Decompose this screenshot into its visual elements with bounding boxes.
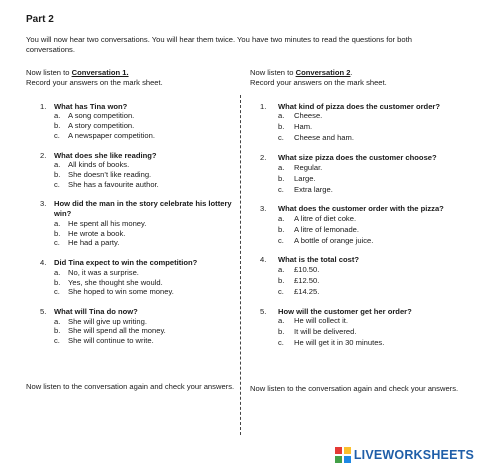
option-letter: c. (278, 184, 284, 194)
option-text: She has a favourite author. (68, 179, 159, 189)
option-text: He will collect it. (294, 316, 349, 326)
option-letter: c. (54, 179, 60, 189)
option-text: A story competition. (68, 121, 135, 131)
answer-option[interactable] (54, 131, 236, 141)
question-text: What size pizza does the customer choose? (278, 152, 437, 162)
option-text: Large. (294, 173, 316, 183)
watermark-text: LIVEWORKSHEETS (353, 448, 474, 462)
answer-option[interactable] (278, 185, 465, 195)
question-text: How will the customer get her order? (278, 306, 412, 316)
answer-options (54, 111, 236, 140)
answer-option[interactable] (278, 338, 465, 348)
option-letter: a. (278, 316, 285, 326)
conversation-2-questions (250, 102, 465, 348)
question-4 (26, 258, 236, 297)
option-letter: b. (54, 326, 61, 336)
conversation-1-column (26, 68, 236, 392)
answer-option[interactable] (278, 276, 465, 286)
question-text: What is the total cost? (278, 255, 360, 265)
answer-option[interactable] (54, 317, 236, 327)
question-number: 4. (40, 258, 47, 268)
option-text: She hoped to win some money. (68, 287, 174, 297)
part-title: Part 2 (26, 14, 54, 25)
option-text: It will be delivered. (294, 327, 357, 337)
answer-options (278, 214, 465, 246)
conversation-2-column (250, 68, 465, 394)
option-text: Ham. (294, 122, 313, 132)
question-text: What has Tina won? (54, 101, 128, 111)
liveworksheets-watermark (335, 447, 474, 463)
option-text: Extra large. (294, 184, 333, 194)
answer-option[interactable] (54, 219, 236, 229)
answer-option[interactable] (278, 287, 465, 297)
answer-options (54, 219, 236, 248)
answer-option[interactable] (278, 265, 465, 275)
question-text: What will Tina do now? (54, 306, 138, 316)
option-letter: c. (278, 287, 284, 296)
option-text: A bottle of orange juice. (294, 235, 374, 245)
conversation-1-footer: Now listen to the conversation again and check your answers. (26, 381, 235, 391)
option-letter: b. (278, 122, 285, 132)
option-text: He had a party. (68, 238, 120, 248)
option-letter: c. (54, 238, 60, 248)
answer-options (278, 163, 465, 195)
option-text: Yes, she thought she would. (68, 277, 163, 287)
option-text: She will continue to write. (68, 336, 154, 346)
conversation-1-heading: Now listen to Conversation 1. Record your answers on the mark sheet. (26, 68, 163, 87)
question-number: 3. (260, 204, 267, 214)
option-letter: a. (278, 162, 285, 172)
question-number: 2. (40, 150, 47, 160)
answer-option[interactable] (54, 287, 236, 297)
option-letter: a. (278, 265, 285, 275)
answer-option[interactable] (54, 268, 236, 278)
option-letter: c. (278, 235, 284, 245)
answer-option[interactable] (278, 133, 465, 143)
question-1 (26, 102, 236, 141)
answer-options (54, 317, 236, 346)
answer-option[interactable] (54, 180, 236, 190)
question-1 (250, 102, 465, 143)
option-text: £12.50. (294, 276, 320, 286)
option-letter: a. (54, 316, 61, 326)
option-text: A litre of diet coke. (294, 213, 357, 223)
option-text: A newspaper competition. (68, 130, 155, 140)
liveworksheets-logo-icon (335, 447, 351, 463)
conversation-1-questions (26, 102, 236, 346)
option-text: Cheese and ham. (294, 133, 354, 143)
answer-option[interactable] (54, 336, 236, 346)
answer-option[interactable] (54, 121, 236, 131)
option-text: £14.25. (294, 287, 320, 296)
option-letter: a. (54, 160, 61, 170)
answer-option[interactable] (278, 122, 465, 132)
option-text: She doesn’t like reading. (68, 170, 152, 180)
answer-option[interactable] (278, 174, 465, 184)
question-number: 1. (260, 101, 267, 111)
question-number: 5. (40, 306, 47, 316)
option-text: He will get it in 30 minutes. (294, 338, 385, 348)
option-letter: b. (278, 276, 285, 286)
option-text: No, it was a surprise. (68, 267, 139, 277)
option-letter: b. (54, 170, 61, 180)
option-letter: c. (54, 130, 60, 140)
answer-option[interactable] (54, 170, 236, 180)
question-text: What does the customer order with the pizza? (278, 204, 444, 214)
question-4 (250, 255, 465, 296)
option-letter: a. (54, 111, 61, 121)
answer-option[interactable] (54, 326, 236, 336)
option-text: She will give up writing. (68, 316, 147, 326)
option-text: A song competition. (68, 111, 135, 121)
option-text: £10.50. (294, 265, 320, 275)
answer-option[interactable] (54, 278, 236, 288)
answer-options (54, 268, 236, 297)
option-letter: b. (54, 277, 61, 287)
question-2 (250, 153, 465, 194)
option-letter: c. (54, 336, 60, 346)
answer-options (278, 111, 465, 143)
question-5 (250, 307, 465, 348)
question-3 (26, 199, 236, 248)
option-letter: b. (278, 327, 285, 337)
answer-option[interactable] (54, 160, 236, 170)
conversation-1-link: Conversation 1. (71, 68, 129, 77)
question-3 (250, 204, 465, 245)
question-5 (26, 307, 236, 346)
option-letter: c. (54, 287, 60, 297)
question-number: 1. (40, 101, 47, 111)
option-letter: b. (278, 224, 285, 234)
answer-options (278, 265, 465, 297)
conversation-2-heading: Now listen to Conversation 2. Record your answers on the mark sheet. (250, 68, 387, 87)
question-2 (26, 151, 236, 190)
question-text: What kind of pizza does the customer order? (278, 101, 441, 111)
answer-option[interactable] (54, 229, 236, 239)
answer-option[interactable] (278, 236, 465, 246)
answer-option[interactable] (278, 225, 465, 235)
option-text: He wrote a book. (68, 228, 126, 238)
conversation-2-footer: Now listen to the conversation again and check your answers. (250, 383, 459, 393)
question-number: 3. (40, 199, 47, 209)
option-text: She will spend all the money. (68, 326, 166, 336)
answer-options (54, 160, 236, 189)
option-text: All kinds of books. (68, 160, 130, 170)
option-text: A litre of lemonade. (294, 224, 360, 234)
question-text: Did Tina expect to win the competition? (54, 258, 198, 268)
question-text: How did the man in the story celebrate his lottery win? (54, 199, 232, 219)
option-letter: b. (278, 173, 285, 183)
intro-text: You will now hear two conversations. You will hear them twice. You have two minutes to read the questions for both conversations. (26, 35, 412, 55)
question-number: 2. (260, 152, 267, 162)
column-divider (240, 95, 241, 435)
answer-option[interactable] (278, 327, 465, 337)
answer-option[interactable] (278, 111, 465, 121)
answer-option[interactable] (278, 316, 465, 326)
option-letter: a. (54, 218, 61, 228)
option-letter: a. (54, 267, 61, 277)
answer-option[interactable] (54, 238, 236, 248)
answer-option[interactable] (278, 214, 465, 224)
question-number: 4. (260, 255, 267, 265)
answer-option[interactable] (278, 163, 465, 173)
question-number: 5. (260, 306, 267, 316)
answer-options (278, 316, 465, 348)
option-text: Regular. (294, 162, 323, 172)
option-letter: c. (278, 133, 284, 143)
option-text: He spent all his money. (68, 218, 147, 228)
conversation-2-link: Conversation 2 (295, 68, 351, 77)
option-letter: c. (278, 338, 284, 348)
option-letter: a. (278, 111, 285, 121)
option-text: Cheese. (294, 111, 323, 121)
answer-option[interactable] (54, 111, 236, 121)
question-text: What does she like reading? (54, 150, 157, 160)
option-letter: b. (54, 228, 61, 238)
option-letter: b. (54, 121, 61, 131)
option-letter: a. (278, 213, 285, 223)
